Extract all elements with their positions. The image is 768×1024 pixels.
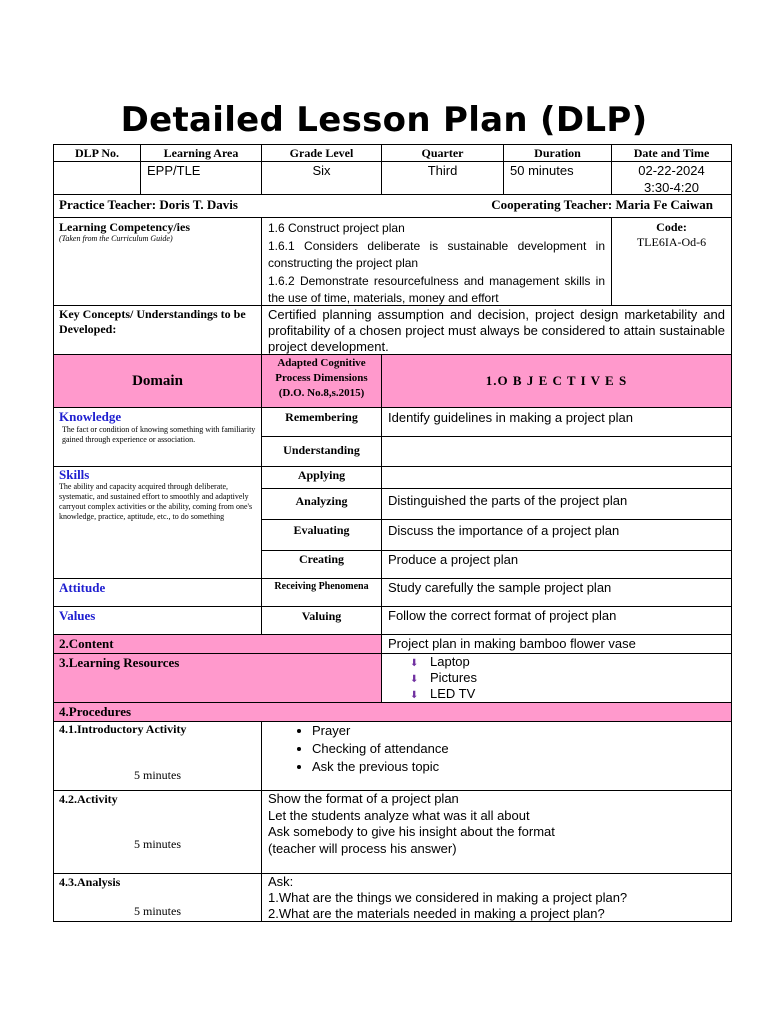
- code-label: Code:: [656, 220, 687, 234]
- activity-line: Let the students analyze what was it all about: [268, 807, 530, 823]
- arrow-down-icon: ⬇: [410, 674, 419, 685]
- intro-item: • Ask the previous topic: [312, 758, 731, 776]
- dim-valuing: Valuing: [261, 606, 382, 635]
- concepts-label: Key Concepts/ Understandings to be Developed:: [53, 305, 262, 355]
- intro-label: 4.1.Introductory Activity: [59, 722, 187, 736]
- competency-line-2: 1.6.1 Considers deliberate is sustainable development in constructing the project plan: [268, 238, 605, 270]
- code-value: TLE6IA-Od-6: [636, 235, 707, 249]
- content-text: Project plan in making bamboo flower vase: [381, 634, 732, 654]
- intro-label-cell: [53, 721, 262, 791]
- page-title: Detailed Lesson Plan (DLP): [120, 100, 648, 140]
- analysis-line: Ask:: [268, 874, 294, 889]
- content-label: 2.Content: [53, 634, 382, 654]
- value-dlp-no: [53, 161, 141, 195]
- teachers-row: [53, 194, 732, 218]
- dim-creating: Creating: [261, 550, 382, 579]
- practice-teacher: Practice Teacher: Doris T. Davis: [59, 197, 238, 212]
- resource-item: ⬇ Laptop: [382, 654, 731, 670]
- intro-item: • Prayer: [312, 722, 731, 740]
- obj-remembering: Identify guidelines in making a project plan: [381, 407, 732, 437]
- header-date-time: Date and Time: [611, 144, 732, 162]
- header-dlp-no: DLP No.: [53, 144, 141, 162]
- dim-evaluating: Evaluating: [261, 519, 382, 551]
- header-learning-area: Learning Area: [140, 144, 262, 162]
- activity-line: Ask somebody to give his insight about the format: [268, 824, 555, 839]
- analysis-label-cell: [53, 873, 262, 922]
- resources-label: 3.Learning Resources: [53, 653, 382, 703]
- procedures-label: 4.Procedures: [53, 702, 732, 722]
- attitude-label: Attitude: [53, 578, 262, 607]
- intro-content: [261, 721, 732, 791]
- resources-list: [381, 653, 732, 703]
- resource-item: ⬇ LED TV: [382, 686, 731, 702]
- obj-evaluating: Discuss the importance of a project plan: [381, 519, 732, 551]
- value-time: 3:30-4:20: [644, 180, 699, 195]
- skills-label: Skills: [59, 467, 90, 482]
- analysis-line: 1.What are the things we considered in making a project plan?: [268, 890, 628, 905]
- activity-line: (teacher will process his answer): [268, 840, 457, 856]
- obj-understanding: [381, 436, 732, 467]
- competency-sub: (Taken from the Curriculum Guide): [59, 234, 173, 243]
- activity-line: Show the format of a project plan: [268, 791, 459, 806]
- analysis-time: 5 minutes: [134, 904, 181, 918]
- header-duration: Duration: [503, 144, 612, 162]
- value-quarter: Third: [381, 161, 504, 195]
- value-date: 02-22-2024: [638, 163, 705, 178]
- obj-creating: Produce a project plan: [381, 550, 732, 579]
- domain-header: Domain: [53, 354, 262, 408]
- arrow-down-icon: ⬇: [410, 658, 419, 669]
- header-quarter: Quarter: [381, 144, 504, 162]
- dim-analyzing: Analyzing: [261, 488, 382, 520]
- code-cell: [611, 217, 732, 306]
- value-learning-area: EPP/TLE: [140, 161, 262, 195]
- skills-desc: The ability and capacity acquired through deliberate, systematic, and sustained effort to smoothly and adaptively carryout complex activities or the ability, coming from one's knowledge, practice, aptitude, etc., to do something: [59, 482, 253, 521]
- resource-item: ⬇ Pictures: [382, 670, 731, 686]
- dim-applying: Applying: [261, 466, 382, 489]
- dim-remembering: Remembering: [261, 407, 382, 437]
- values-label: Values: [53, 606, 262, 635]
- arrow-down-icon: ⬇: [410, 690, 419, 701]
- competency-line-1: 1.6 Construct project plan: [268, 221, 405, 235]
- competency-text-cell: [261, 217, 612, 306]
- concepts-text: Certified planning assumption and decision, project design marketability and profitability of a chosen project must always be considered to attain sustainable project development.: [261, 305, 732, 355]
- knowledge-label: Knowledge: [59, 409, 122, 424]
- competency-line-3: 1.6.2 Demonstrate resourcefulness and management skills in the use of time, materials, money and effort: [268, 273, 605, 305]
- obj-valuing: Follow the correct format of project plan: [381, 606, 732, 635]
- objectives-header: 1.O B J E C T I V E S: [381, 354, 732, 408]
- cooperating-teacher: Cooperating Teacher: Maria Fe Caiwan: [491, 197, 713, 212]
- adapted-dimensions-header: Adapted Cognitive Process Dimensions (D.O. No.8,s.2015): [261, 354, 382, 408]
- analysis-content: [261, 873, 732, 922]
- activity-time: 5 minutes: [134, 837, 181, 851]
- obj-analyzing: Distinguished the parts of the project plan: [381, 488, 732, 520]
- knowledge-cell: [53, 407, 262, 467]
- obj-applying: [381, 466, 732, 489]
- competency-label-cell: [53, 217, 262, 306]
- intro-item: • Checking of attendance: [312, 740, 731, 758]
- analysis-line: 2.What are the materials needed in making a project plan?: [268, 906, 605, 921]
- activity-label: 4.2.Activity: [59, 792, 118, 806]
- value-duration: 50 minutes: [503, 161, 612, 195]
- dim-understanding: Understanding: [261, 436, 382, 467]
- skills-cell: [53, 466, 262, 579]
- value-date-time: [611, 161, 732, 195]
- knowledge-desc: The fact or condition of knowing something with familiarity gained through experience or association.: [62, 425, 256, 444]
- activity-label-cell: [53, 790, 262, 874]
- intro-time: 5 minutes: [134, 768, 181, 782]
- dim-receiving-phenomena: Receiving Phenomena: [261, 578, 382, 607]
- obj-receiving-phenomena: Study carefully the sample project plan: [381, 578, 732, 607]
- activity-content: [261, 790, 732, 874]
- competency-label: Learning Competency/ies: [59, 220, 190, 234]
- analysis-label: 4.3.Analysis: [59, 875, 121, 889]
- header-grade-level: Grade Level: [261, 144, 382, 162]
- value-grade-level: Six: [261, 161, 382, 195]
